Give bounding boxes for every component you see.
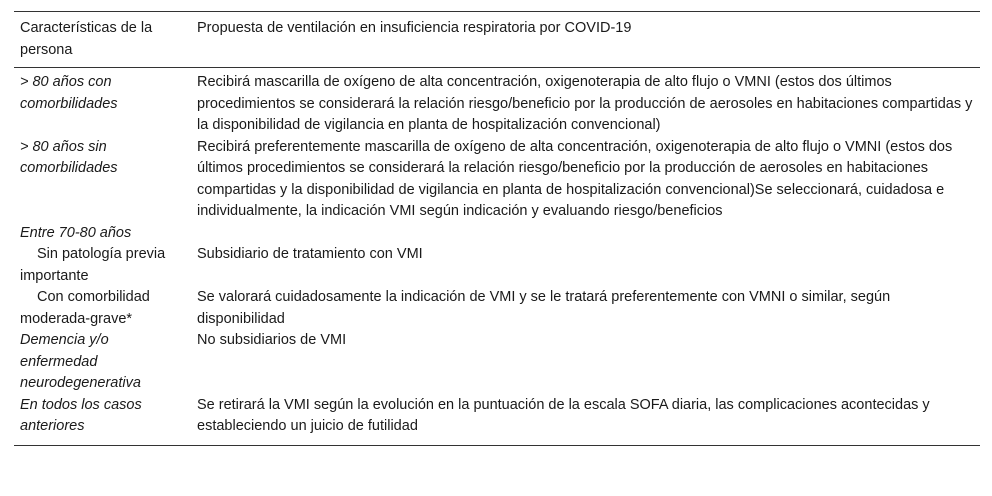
characteristic-cell <box>14 287 191 330</box>
characteristic-cell: Demencia y/o enfermedad neurodegenerativa <box>20 332 141 391</box>
header-row <box>14 12 980 68</box>
header-proposal: Propuesta de ventilación en insuficiencia respiratoria por COVID-19 <box>191 12 980 68</box>
header-characteristics: Características de la persona <box>14 12 191 68</box>
characteristic-cell: En todos los casos anteriores <box>14 395 191 446</box>
proposal-cell: Se retirará la VMI según la evolución en la puntuación de la escala SOFA diaria, las complicaciones acontecidas y estableciendo un juicio de futilidad <box>191 395 980 446</box>
table-row <box>14 395 980 446</box>
proposal-cell: Se valorará cuidadosamente la indicación de VMI y se le tratará preferentemente con VMNI o similar, según disponibilidad <box>197 289 891 327</box>
table-row <box>14 244 980 287</box>
characteristic-cell: > 80 años con comorbilidades <box>20 74 118 112</box>
proposal-cell: Recibirá mascarilla de oxígeno de alta concentración, oxigenoterapia de alto flujo o VMNI (estos dos últimos procedimientos se considerará la relación riesgo/beneficio por la producción de aerosoles en habitaciones compartidas y la disponibilidad de vigilancia en planta de hospitalización convencional) <box>197 74 973 133</box>
proposal-cell: Subsidiario de tratamiento con VMI <box>197 246 423 262</box>
table-row <box>14 330 980 395</box>
table-row <box>14 223 980 245</box>
proposal-cell <box>191 223 980 245</box>
proposal-cell: No subsidiarios de VMI <box>197 332 347 348</box>
characteristic-cell: Entre 70-80 años <box>20 224 132 241</box>
characteristic-cell <box>14 244 191 287</box>
characteristic-text: Sin patología previa importante <box>20 246 166 284</box>
proposal-cell: Recibirá preferentemente mascarilla de oxígeno de alta concentración, oxigenoterapia de alto flujo o VMNI (estos dos últimos procedimientos se considerará la relación riesgo/beneficio por la producción de aerosoles en habitaciones compartidas y la disponibilidad de vigilancia en planta de hospitalización convencional)Se seleccionará, cuidadosa e individualmente, la indicación VMI según indicación y evaluando riesgo/beneficios <box>197 138 953 219</box>
table-row <box>14 287 980 330</box>
table-body <box>14 68 980 446</box>
characteristic-cell: > 80 años sin comorbilidades <box>20 138 118 176</box>
table-row <box>14 68 980 137</box>
characteristic-text: Con comorbilidad moderada-grave* <box>20 289 150 327</box>
ventilation-criteria-table <box>14 11 980 446</box>
table-header <box>14 12 980 68</box>
table-row <box>14 137 980 223</box>
